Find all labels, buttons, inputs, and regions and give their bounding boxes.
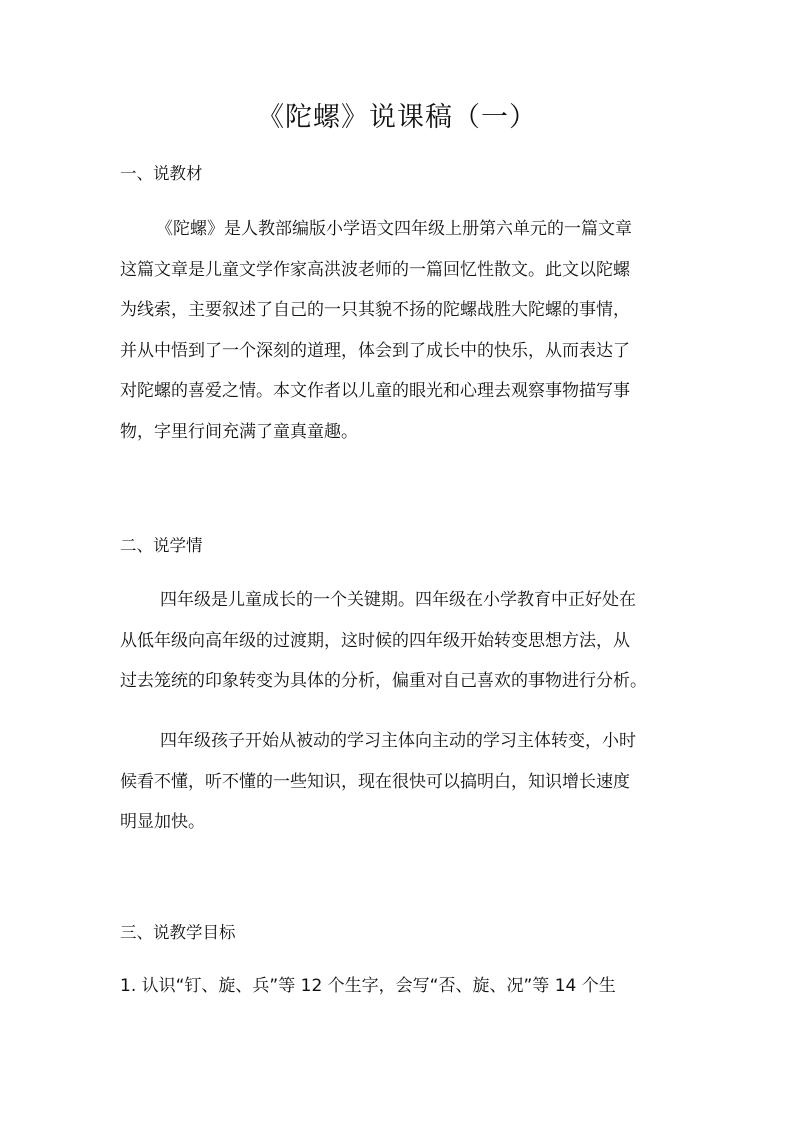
page-title: 《陀螺》说课稿（一）	[257, 102, 537, 133]
paragraph-line: 并从中悟到了一个深刻的道理，体会到了成长中的快乐，从而表达了	[120, 341, 630, 361]
paragraph-line: 对陀螺的喜爱之情。本文作者以儿童的眼光和心理去观察事物描写事	[120, 381, 630, 401]
paragraph-line: 《陀螺》是人教部编版小学语文四年级上册第六单元的一篇文章	[156, 219, 632, 239]
section-heading-students: 二、说学情	[120, 536, 203, 555]
paragraph-line: 四年级是儿童成长的一个关键期。四年级在小学教育中正好处在	[160, 590, 636, 610]
section-heading-textbook: 一、说教材	[120, 164, 203, 183]
paragraph-line: 物，字里行间充满了童真童趣。	[120, 422, 358, 442]
paragraph-line: 为线索，主要叙述了自己的一只其貌不扬的陀螺战胜大陀螺的事情，	[120, 300, 630, 320]
paragraph-line: 从低年级向高年级的过渡期，这时候的四年级开始转变思想方法，从	[120, 631, 630, 651]
section-heading-objectives: 三、说教学目标	[120, 923, 236, 942]
paragraph-line: 候看不懂，听不懂的一些知识，现在很快可以搞明白，知识增长速度	[120, 772, 630, 792]
paragraph-line: 四年级孩子开始从被动的学习主体向主动的学习主体转变，小时	[160, 731, 636, 751]
paragraph-line: 过去笼统的印象转变为具体的分析，偏重对自己喜欢的事物进行分析。	[120, 671, 647, 691]
paragraph-line: 1. 认识“钉、旋、兵”等 12 个生字，会写“否、旋、况”等 14 个生	[120, 976, 616, 996]
paragraph-line: 这篇文章是儿童文学作家高洪波老师的一篇回忆性散文。此文以陀螺	[120, 260, 630, 280]
paragraph-line: 明显加快。	[120, 812, 205, 832]
